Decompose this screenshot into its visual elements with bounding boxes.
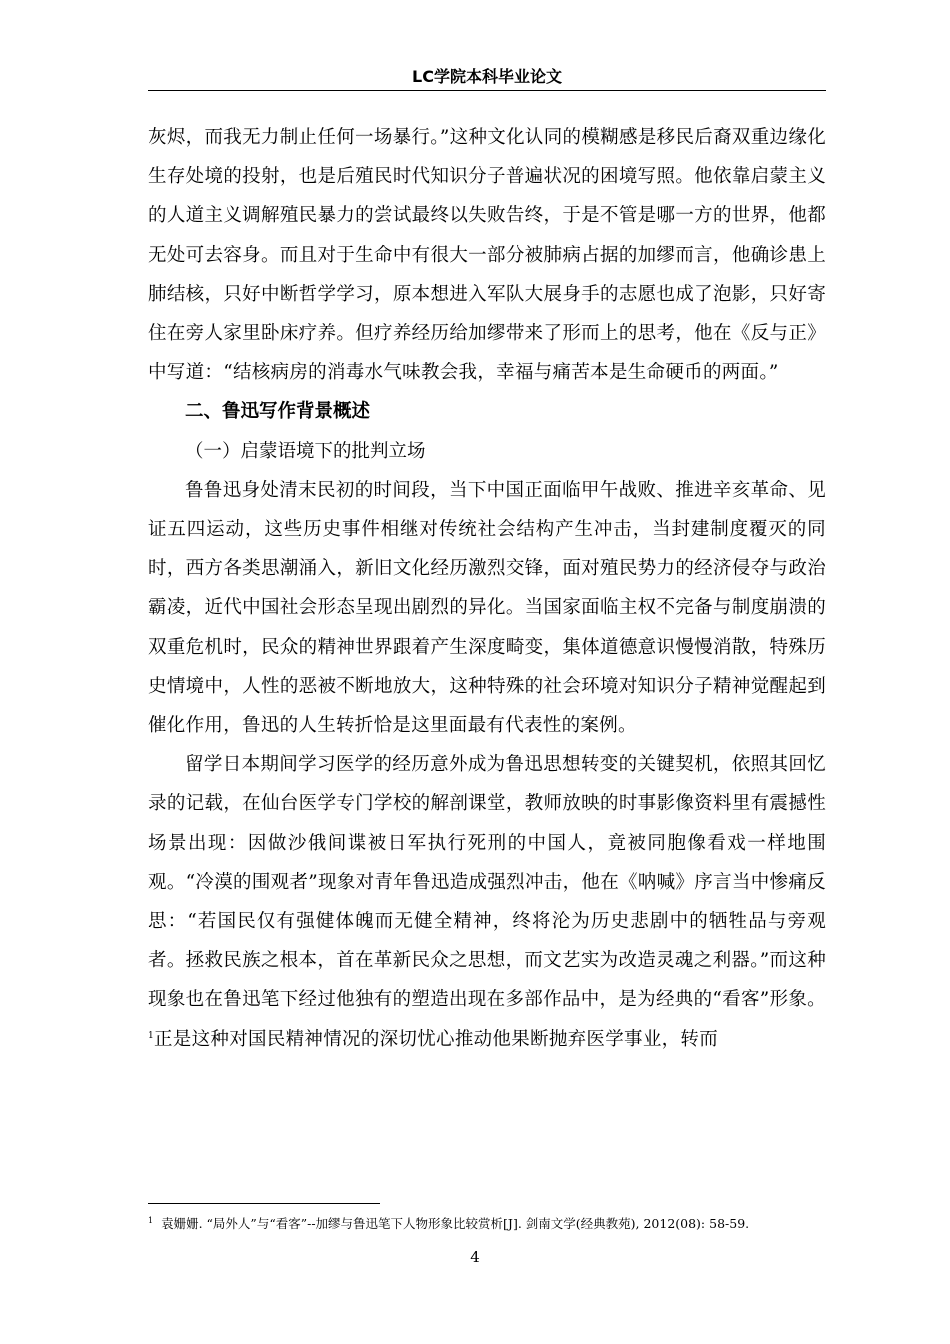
footnote-text: 袁姗姗. “局外人”与“看客”--加缪与鲁迅笔下人物形象比较赏析[J]. 剑南文学(经典教苑), 2012(08): 58-59. [161,1216,750,1232]
paragraph-background: 鲁鲁迅身处清末民初的时间段，当下中国正面临甲午战败、推进辛亥革命、见证五四运动，这些历史事件相继对传统社会结构产生冲击，当封建制度覆灭的同时，西方各类思潮涌入，新旧文化经历激烈交锋，面对殖民势力的经济侵夺与政治霸凌，近代中国社会形态呈现出剧烈的异化。当国家面临主权不完备与制度崩溃的双重危机时，民众的精神世界跟着产生深度畸变，集体道德意识慢慢消散，特殊历史情境中，人性的恶被不断地放大，这种特殊的社会环境对知识分子精神觉醒起到催化作用，鲁迅的人生转折恰是这里面最有代表性的案例。 [148,479,826,737]
footnote-rule [148,1203,380,1204]
paragraph-text-continued: 正是这种对国民精神情况的深切忧心推动他果断抛弃医学事业，转而 [154,1028,719,1050]
paragraph-text: 留学日本期间学习医学的经历意外成为鲁迅思想转变的关键契机，依照其回忆录的记载，在仙台医学专门学校的解剖课堂，教师放映的时事影像资料里有震撼性场景出现：因做沙俄间谍被日军执行死刑的中国人，竟被同胞像看戏一样地围观。“冷漠的围观者”现象对青年鲁迅造成强烈冲击，他在《呐喊》序言当中惨痛反思：“若国民仅有强健体魄而无健全精神，终将沦为历史悲剧中的牺牲品与旁观者。拯救民族之根本，首在革新民众之思想，而文艺实为改造灵魂之利器。”而这种现象也在鲁迅笔下经过他独有的塑造出现在多部作品中，是为经典的“看客”形象。 [148,754,826,1011]
paragraph-continuation: 灰烬，而我无力制止任何一场暴行。”这种文化认同的模糊感是移民后裔双重边缘化生存处境的投射，也是后殖民时代知识分子普遍状况的困境写照。他依靠启蒙主义的人道主义调解殖民暴力的尝试最终以失败告终，于是不管是哪一方的世界，他都无处可去容身。而且对于生命中有很大一部分被肺病占据的加缪而言，他确诊患上肺结核，只好中断哲学学习，原本想进入军队大展身手的志愿也成了泡影，只好寄住在旁人家里卧床疗养。但疗养经历给加缪带来了形而上的思考，他在《反与正》中写道：“结核病房的消毒水气味教会我，幸福与痛苦本是生命硬币的两面。” [148,127,826,384]
section-heading: 二、鲁迅写作背景概述 [185,401,371,423]
header-rule [148,90,826,91]
footnote [148,1213,826,1232]
page-number: 4 [470,1248,480,1266]
footnote-reference[interactable]: 1 [148,1030,155,1041]
running-header: LC学院本科毕业论文 [412,67,562,86]
footnote-number: 1 [148,1216,154,1225]
body-text [148,118,826,1059]
subsection-heading: （一）启蒙语境下的批判立场 [185,440,426,462]
paragraph-study-abroad [148,745,826,1059]
